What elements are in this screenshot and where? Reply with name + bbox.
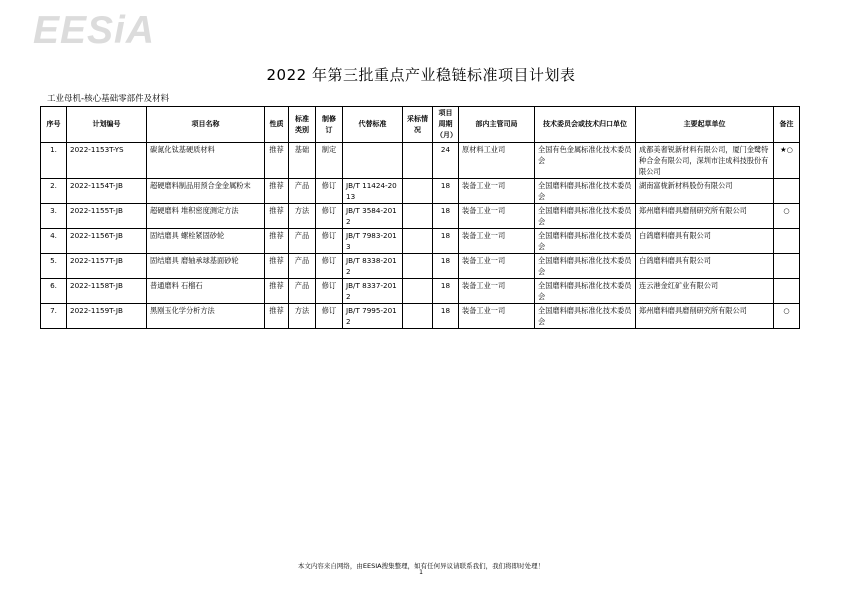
table-cell: 全国磨料磨具标准化技术委员会: [535, 179, 636, 204]
table-cell: 推荐: [265, 179, 289, 204]
table-cell: 18: [433, 304, 459, 329]
table-cell: 2022-1157T-JB: [67, 254, 147, 279]
page-title: 2022 年第三批重点产业稳链标准项目计划表: [266, 66, 576, 84]
table-cell: 装备工业一司: [459, 304, 535, 329]
table-cell: 白鸽磨料磨具有限公司: [636, 229, 774, 254]
header-cell: 代替标准: [343, 107, 403, 143]
table-cell: 3.: [41, 204, 67, 229]
header-cell: 采标情况: [403, 107, 433, 143]
table-cell: 装备工业一司: [459, 179, 535, 204]
table-cell: 全国磨料磨具标准化技术委员会: [535, 229, 636, 254]
table-cell: 6.: [41, 279, 67, 304]
table-cell: 2022-1153T-YS: [67, 143, 147, 179]
table-cell: 2.: [41, 179, 67, 204]
table-cell: 修订: [316, 229, 343, 254]
table-cell: 黑刚玉化学分析方法: [147, 304, 265, 329]
table-cell: [403, 254, 433, 279]
table-row: [41, 143, 800, 179]
table-cell: [403, 179, 433, 204]
table-cell: 推荐: [265, 279, 289, 304]
table-row: [41, 279, 800, 304]
table-cell: [403, 204, 433, 229]
table-cell: 4.: [41, 229, 67, 254]
table-cell: 2022-1155T-JB: [67, 204, 147, 229]
table-cell: 固结磨具 螺栓紧固砂轮: [147, 229, 265, 254]
footer-disclaimer: 本文内容来自网络，由EESIA搜集整理，如有任何异议请联系我们，我们将即时处理！: [297, 562, 545, 570]
table-cell: 装备工业一司: [459, 204, 535, 229]
table-cell: 推荐: [265, 204, 289, 229]
table-cell: 2022-1156T-JB: [67, 229, 147, 254]
table-row: [41, 204, 800, 229]
table-cell: 白鸽磨料磨具有限公司: [636, 254, 774, 279]
table-cell: 5.: [41, 254, 67, 279]
table-cell: 修订: [316, 204, 343, 229]
table-header-row: [41, 107, 800, 143]
table-cell: 推荐: [265, 143, 289, 179]
table-cell: ○: [774, 204, 800, 229]
table-cell: 超硬磨料制品用预合金金属粉末: [147, 179, 265, 204]
table-cell: [403, 229, 433, 254]
header-cell: 备注: [774, 107, 800, 143]
table-cell: 7.: [41, 304, 67, 329]
table-cell: [774, 229, 800, 254]
table-cell: JB/T 8338-2012: [343, 254, 403, 279]
table-cell: 24: [433, 143, 459, 179]
table-cell: [774, 279, 800, 304]
table-cell: 连云港金红矿业有限公司: [636, 279, 774, 304]
table-cell: 装备工业一司: [459, 279, 535, 304]
table-row: [41, 254, 800, 279]
table-cell: 全国磨料磨具标准化技术委员会: [535, 304, 636, 329]
table-row: [41, 229, 800, 254]
table-cell: 基础: [289, 143, 316, 179]
table-cell: 湖南富栊新材料股份有限公司: [636, 179, 774, 204]
table-cell: 超硬磨料 堆积密度测定方法: [147, 204, 265, 229]
table-cell: 推荐: [265, 304, 289, 329]
table-cell: JB/T 7995-2012: [343, 304, 403, 329]
table-cell: 18: [433, 279, 459, 304]
table-cell: 全国磨料磨具标准化技术委员会: [535, 254, 636, 279]
table-cell: [403, 304, 433, 329]
table-cell: 固结磨具 磨轴承球基面砂轮: [147, 254, 265, 279]
table-cell: 修订: [316, 304, 343, 329]
header-cell: 项目周期（月）: [433, 107, 459, 143]
table-row: [41, 179, 800, 204]
table-cell: JB/T 7983-2013: [343, 229, 403, 254]
table-cell: 成都美奢锐新材料有限公司，厦门金鹭特种合金有限公司，深圳市注成科技股份有限公司: [636, 143, 774, 179]
header-cell: 主要起草单位: [636, 107, 774, 143]
table-cell: JB/T 11424-2013: [343, 179, 403, 204]
table-cell: 18: [433, 179, 459, 204]
table-cell: 产品: [289, 229, 316, 254]
table-cell: 18: [433, 204, 459, 229]
table-cell: 2022-1154T-JB: [67, 179, 147, 204]
table-cell: [403, 279, 433, 304]
table-cell: 全国磨料磨具标准化技术委员会: [535, 279, 636, 304]
table-cell: 碳氮化钛基硬质材料: [147, 143, 265, 179]
header-cell: 标准类别: [289, 107, 316, 143]
table-cell: 郑州磨料磨具磨削研究所有限公司: [636, 304, 774, 329]
table-cell: 2022-1159T-JB: [67, 304, 147, 329]
header-cell: 项目名称: [147, 107, 265, 143]
page-number: 1: [419, 569, 423, 576]
category-label: 工业母机-核心基础零部件及材料: [47, 94, 170, 104]
header-cell: 序号: [41, 107, 67, 143]
table-cell: 产品: [289, 254, 316, 279]
table-cell: 1.: [41, 143, 67, 179]
table-cell: 修订: [316, 179, 343, 204]
table-cell: 装备工业一司: [459, 254, 535, 279]
table-cell: [403, 143, 433, 179]
table-cell: 产品: [289, 179, 316, 204]
table-cell: 推荐: [265, 254, 289, 279]
table-cell: [774, 254, 800, 279]
table-cell: 普通磨料 石榴石: [147, 279, 265, 304]
table-cell: 修订: [316, 254, 343, 279]
table-cell: 制定: [316, 143, 343, 179]
table-row: [41, 304, 800, 329]
header-cell: 计划编号: [67, 107, 147, 143]
table-cell: 方法: [289, 204, 316, 229]
table-cell: 修订: [316, 279, 343, 304]
header-cell: 技术委员会或技术归口单位: [535, 107, 636, 143]
table-cell: JB/T 8337-2012: [343, 279, 403, 304]
header-cell: 制修订: [316, 107, 343, 143]
eesia-logo: EESiA: [33, 9, 156, 52]
header-cell: 性质: [265, 107, 289, 143]
table-cell: ○: [774, 304, 800, 329]
table-cell: ★○: [774, 143, 800, 179]
table-cell: JB/T 3584-2012: [343, 204, 403, 229]
table-cell: [343, 143, 403, 179]
table-cell: [774, 179, 800, 204]
table-cell: 产品: [289, 279, 316, 304]
table-cell: 原材料工业司: [459, 143, 535, 179]
table-cell: 18: [433, 229, 459, 254]
table-cell: 全国有色金属标准化技术委员会: [535, 143, 636, 179]
table-cell: 郑州磨料磨具磨削研究所有限公司: [636, 204, 774, 229]
table-cell: 装备工业一司: [459, 229, 535, 254]
table-cell: 18: [433, 254, 459, 279]
header-cell: 部内主管司局: [459, 107, 535, 143]
standards-plan-table: [40, 106, 800, 329]
table-cell: 2022-1158T-JB: [67, 279, 147, 304]
table-cell: 推荐: [265, 229, 289, 254]
table-cell: 方法: [289, 304, 316, 329]
table-cell: 全国磨料磨具标准化技术委员会: [535, 204, 636, 229]
